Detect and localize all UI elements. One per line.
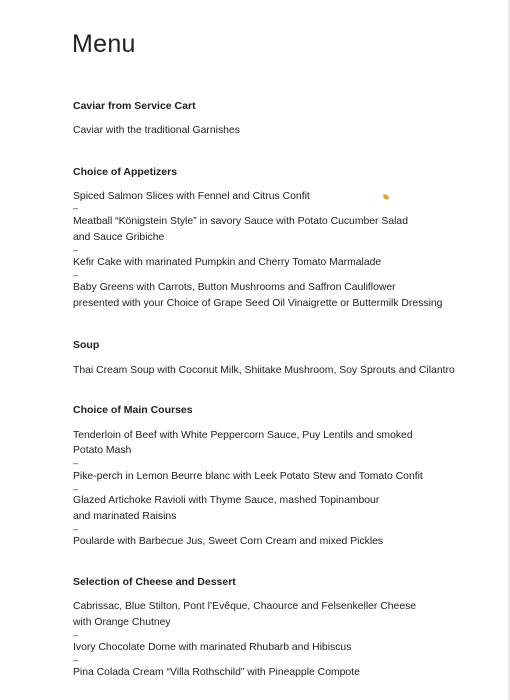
menu-item-continued: Potato Mash	[73, 445, 132, 456]
menu-item: Pike-perch in Lemon Beurre blanc with Leek Potato Stew and Tomato Confit	[73, 471, 423, 482]
menu-item: Poularde with Barbecue Jus, Sweet Corn Cream and mixed Pickles	[73, 536, 384, 547]
section-heading-soup: Soup	[73, 339, 100, 351]
section-heading-caviar: Caviar from Service Cart	[73, 100, 196, 112]
page-title: Menu	[72, 30, 136, 58]
item-separator: –	[73, 484, 79, 494]
item-separator: –	[73, 245, 79, 255]
section-heading-appetizers: Choice of Appetizers	[73, 166, 178, 178]
menu-item: Meatball “Königstein Style” in savory Sauce with Potato Cucumber Salad	[73, 216, 408, 227]
menu-item-continued: and Sauce Gribiche	[73, 232, 165, 243]
menu-item: Baby Greens with Carrots, Button Mushrooms and Saffron Cauliflower	[73, 282, 396, 293]
menu-item: Spiced Salmon Slices with Fennel and Citrus Confit	[73, 191, 310, 202]
menu-item-continued: and marinated Raisins	[73, 511, 177, 522]
section-heading-cheese-dessert: Selection of Cheese and Dessert	[73, 576, 236, 588]
menu-item: Cabrissac, Blue Stilton, Pont l’Evêque, Chaource and Felsenkeller Cheese	[73, 601, 417, 612]
item-separator: –	[73, 655, 79, 665]
menu-item: Glazed Artichoke Ravioli with Thyme Sauce, mashed Topinambour	[73, 495, 380, 506]
item-separator: –	[73, 630, 79, 640]
menu-item: Caviar with the traditional Garnishes	[73, 125, 240, 136]
menu-item: Ivory Chocolate Dome with marinated Rhubarb and Hibiscus	[73, 642, 352, 653]
section-heading-main-courses: Choice of Main Courses	[73, 404, 193, 416]
menu-item: Tenderloin of Beef with White Peppercorn Sauce, Puy Lentils and smoked	[73, 430, 413, 441]
menu-item-continued: with Orange Chutney	[73, 617, 171, 628]
menu-item-continued: presented with your Choice of Grape Seed Oil Vinaigrette or Buttermilk Dressing	[73, 298, 443, 309]
item-separator: –	[73, 203, 79, 213]
menu-item: Thai Cream Soup with Coconut Milk, Shiitake Mushroom, Soy Sprouts and Cilantro	[73, 365, 455, 376]
menu-item: Pina Colada Cream “Villa Rothschild” with Pineapple Compote	[73, 667, 360, 678]
item-separator: –	[73, 270, 79, 280]
item-separator: –	[73, 524, 79, 534]
menu-item: Kefir Cake with marinated Pumpkin and Cherry Tomato Marmalade	[73, 257, 382, 268]
paper-speck	[382, 194, 389, 201]
item-separator: –	[73, 458, 79, 468]
